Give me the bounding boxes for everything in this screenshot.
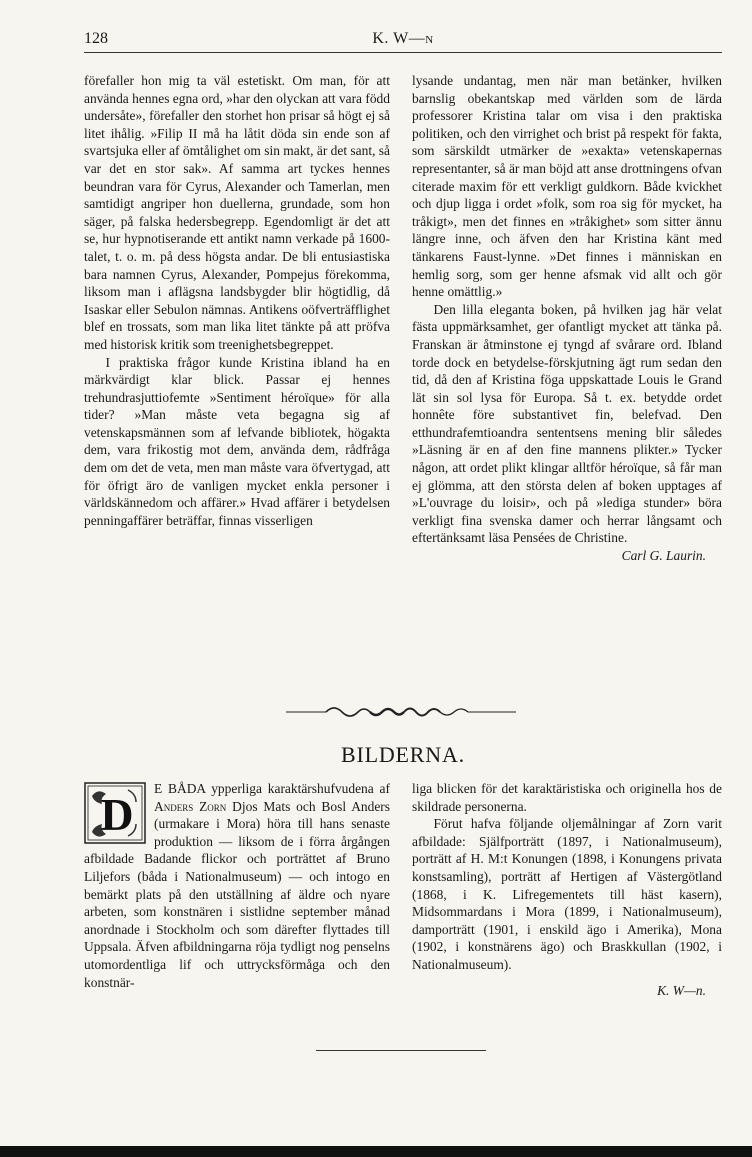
- paragraph: Förut hafva följande oljemålningar af Zorn varit afbildade: Själfporträtt (1897, i Nationalmuseum), porträtt af H. M:t Konungen (1898, i Konungens privata konstsamling), porträtt af Hertigen af Västergötland (1868, i K. Lifregementets till häst kasern), Midsommardans i Mora (1899, i Nationalmuseum), damporträtt (1901, i enskild ägo i Amerika), Mona (1902, i konstnärens ägo) och Braskkullan (1902, i Nationalmuseum).: [412, 816, 722, 972]
- artist-name: Anders Zorn: [154, 798, 227, 814]
- column-bottom-left: [84, 780, 390, 991]
- body-text: Djos Mats och Bosl Anders (urmakare i Mora) höra till hans senaste produktion — liksom de i förra årgången afbildade Badande flickor och porträttet af Bruno Liljefors (båda i Nationalmuseum) — och intogo en bemärkt plats på den utställning af äldre och nyare arbeten, som konstnären i sistlidne september månad anordnade i Stockholm och som därefter flyttades till Uppsala. Äfven afbildningarna röja tydligt nog penselns utomordentliga lif och uttrycksförmåga och den konstnär-: [84, 798, 391, 990]
- column-top-left: [84, 72, 390, 529]
- paragraph: lysande undantag, men när man betänker, hvilken barnslig obekantskap med världen som de lärda professorer Kristina talar om visa i den praktiska politiken, och den virrighet och brist på respekt för fakta, som särskildt utmärker de »exakta» vetenskapernas representanter, så är man böjd att anse drottningens ofvan citerade maxim för ett verkligt guldkorn. Både kvickhet och djup ligga i ordet »folk, som roa sig för mycket, ha tråkigt», men det finnes en »tråkighet» som sitter ännu längre inne, och äfven den har Kristina känt med tänkarens Faust-lynne. »Det finnes i människan en hemlig sorg, som ger henne afsmak vid allt och gör henne omättlig.»: [412, 73, 722, 300]
- page-bottom-edge: [0, 1146, 752, 1157]
- column-top-right: [412, 72, 722, 565]
- column-bottom-right: [412, 780, 722, 999]
- running-head-main: K. W—: [372, 30, 426, 47]
- paragraph: I praktiska frågor kunde Kristina ibland ha en märkvärdigt klar blick. Passar ej hennes trehundrasjuttiofemte »Sentiment héroïque» för alla tider? »Man måste veta begagna sig af vetenskapsmännen som af lefvande bibliotek, högakta dem, vara frikostig mot dem, använda dem, rådfråga dem om det de veta, men man måste vara öfvertygad, att för öfrigt äro de vanligen mycket enkla personer i världskännedom och affärer.» Hvad affärer i betydelsen penningaffärer beträffar, finnas visserligen: [84, 354, 390, 528]
- running-head-small: N: [425, 34, 434, 46]
- header-rule: [84, 52, 722, 53]
- decorated-initial-d-icon: [84, 782, 146, 844]
- end-rule: [316, 1050, 486, 1051]
- paragraph: förefaller hon mig ta väl estetiskt. Om man, för att använda hennes egna ord, »har den olyckan att vara född undersåte», förefaller den storhet hon prisar så högt ej så litet ihålig. »Filip II må ha låtit döda sin ende son af svartsjuka eller af ömtålighet om sin makt, är det sant, så var det en stor sak». Af samma art tyckes hennes beundran vara för Cyrus, Alexander och Tamerlan, men samtidigt angriper hon duellerna, grundade, som hon säger, på falska hedersbegrepp. Egendomligt är det att se, hur hypnotiserande ett antikt namn verkade på 1600-talet, t. o. m. på dess högsta andar. De bli entusiastiska bara namnen Cyrus, Alexander, Pompejus förekomma, liksom man i aflägsna landsbygder blir högtidlig, då Isaskar eller Sebulon nämnas. Antikens oöfverträfflighet blef en trossats, som man lika litet tänkte på att pröfva med historisk kritik som treenighetsbegreppet.: [84, 73, 390, 352]
- page-number: 128: [84, 30, 108, 47]
- paragraph: liga blicken för det karaktäristiska och originella hos de skildrade personerna.: [412, 781, 722, 814]
- ornament-divider-icon: [286, 702, 516, 720]
- dropcap-letter: D: [100, 789, 134, 840]
- running-head: [84, 30, 722, 48]
- page-header: [84, 30, 722, 52]
- paragraph: [84, 780, 390, 991]
- paragraph: Den lilla eleganta boken, på hvilken jag här velat fästa uppmärksamhet, ger ofantligt mycket att tänka på. Franskan är åtminstone ej tyngd af svårare ord. Ibland torde dock en betydelse-förskjutning ägt rum sedan den tid, då den af Kristina föga uppskattade Louis le Grand lät sin sol lysa för Europa. Så t. ex. betydde ordet honnête före substantivet fin, belefvad. Den etthundrafemtioandra sententsens mening blir således »Läsning är en af den fine mannens plikter.» Tycker någon, att ordet plikt klingar alltför héroïque, så får man ej glömma, att den största delen af boken upptages af »L'ouvrage du loisir», och på »lediga stunder» böra verkligt fina svenska damer och herrar långsamt och eftertänksamt läsa Pensées de Christine.: [412, 301, 722, 546]
- author-signature: Carl G. Laurin.: [621, 548, 706, 564]
- section-title: BILDERNA.: [341, 742, 465, 767]
- author-signature: K. W—n.: [657, 982, 706, 998]
- lead-text: E BÅDA ypperliga karaktärshufvudena af: [154, 781, 390, 796]
